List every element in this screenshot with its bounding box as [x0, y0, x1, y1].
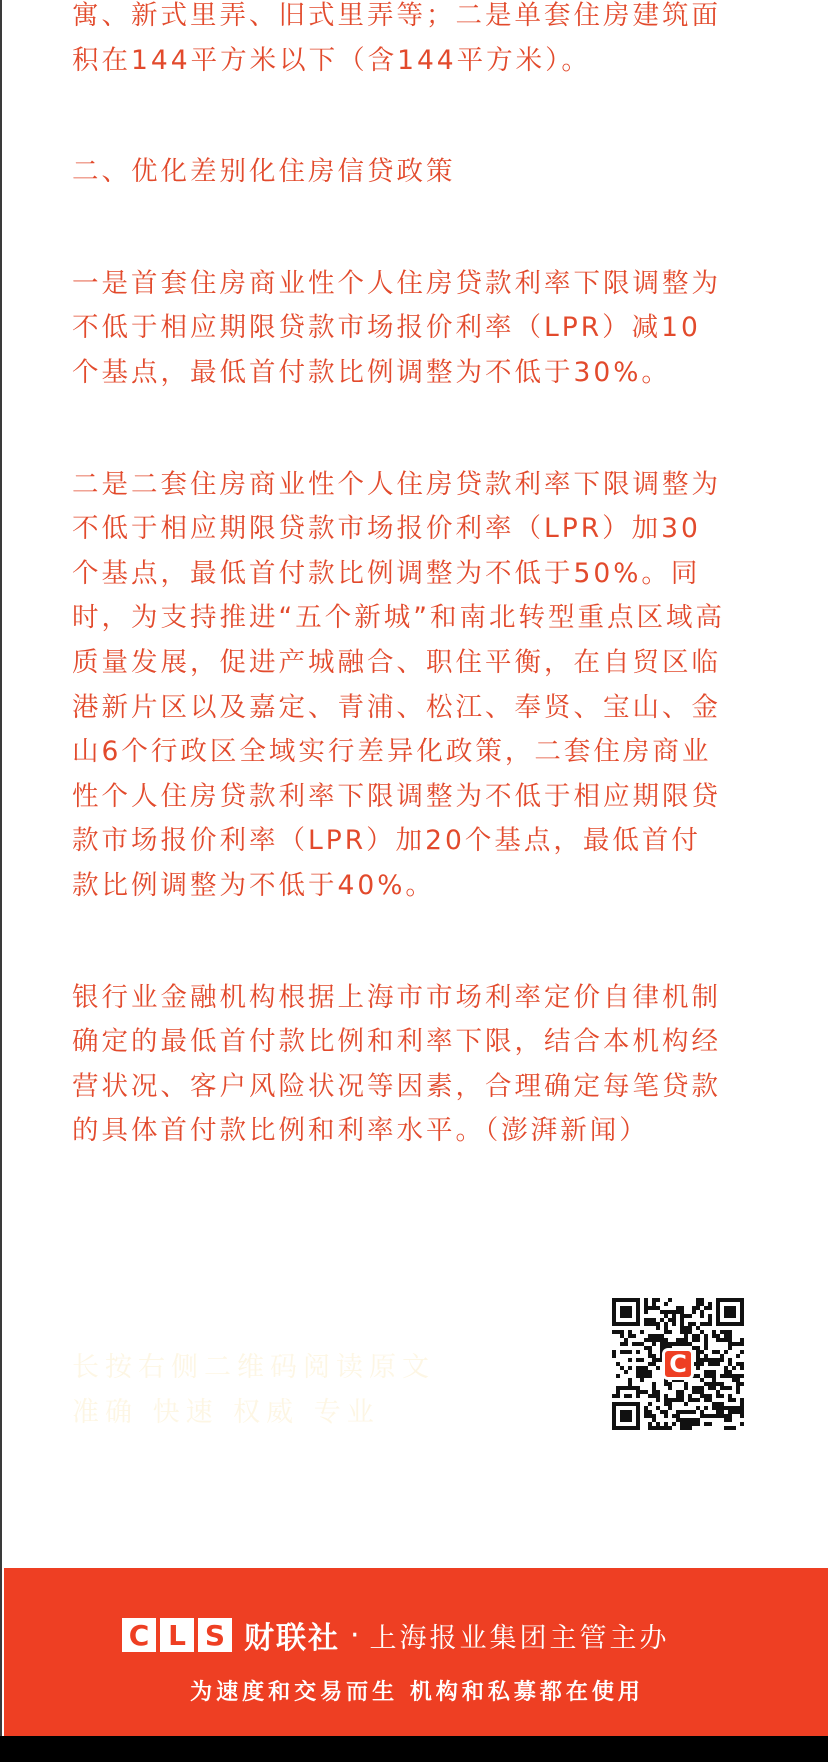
article-section-heading: 二、优化差别化住房信贷政策 — [72, 156, 456, 188]
article-paragraph: 二是二套住房商业性个人住房贷款利率下限调整为 不低于相应期限贷款市场报价利率（LPR）加30 个基点，最低首付款比例调整为不低于50%。同 时，为支持推进“五个新城”和南北转型重点区域高 质量发展，促进产城融合、职住平衡，在自贸区临 港新片区以及嘉定、青浦、松江、奉贤、宝山、金 山6个行政区全域实行差异化政策，二套住房商业 性个人住房贷款利率下限调整为不低于相应期限贷 款市场报价利率（LPR）加20个基点，最低首付 款比例调整为不低于40%。 — [72, 468, 725, 901]
cls-logo-letter: L — [160, 1618, 194, 1652]
promo-line-tagline: 准确 快速 权威 专业 — [72, 1397, 380, 1428]
article-paragraph: 一是首套住房商业性个人住房贷款利率下限调整为 不低于相应期限贷款市场报价利率（LPR）减10 个基点，最低首付款比例调整为不低于30%。 — [72, 267, 721, 388]
promo-line-read-original: 长按右侧二维码阅读原文 — [72, 1352, 435, 1383]
footer-slogan: 为速度和交易而生 机构和私募都在使用 — [190, 1679, 644, 1705]
cls-badge-icon: C — [662, 1348, 694, 1380]
brand-name: 财联社 — [244, 1621, 340, 1656]
promo-text — [72, 1345, 435, 1435]
cls-logo-letter: C — [122, 1618, 156, 1652]
qr-code[interactable] — [612, 1298, 744, 1430]
brand-organization: 上海报业集团主管主办 — [369, 1622, 670, 1654]
article-paragraph: 寓、新式里弄、旧式里弄等；二是单套住房建筑面 积在144平方米以下（含144平方米）。 — [72, 0, 721, 76]
article-body — [72, 0, 760, 1154]
cls-logo — [122, 1618, 232, 1652]
brand-row — [122, 1615, 670, 1655]
cls-logo-letter: S — [198, 1618, 232, 1652]
brand-separator: · — [350, 1617, 360, 1653]
article-paragraph: 银行业金融机构根据上海市市场利率定价自律机制 确定的最低首付款比例和利率下限，结合本机构经 营状况、客户风险状况等因素，合理确定每笔贷款 的具体首付款比例和利率水平。（澎湃新闻） — [72, 981, 721, 1147]
footer-banner — [4, 1568, 828, 1736]
